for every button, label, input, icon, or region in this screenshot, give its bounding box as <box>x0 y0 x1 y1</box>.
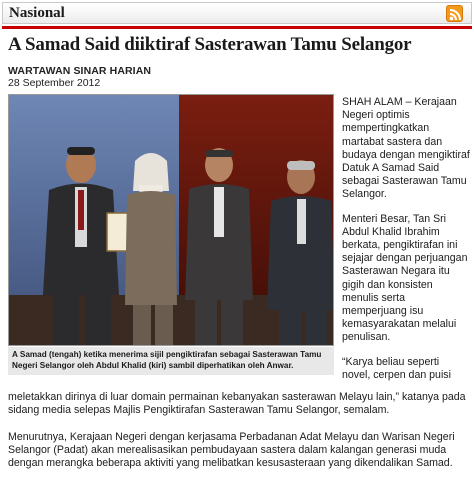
article-paragraph: Menteri Besar, Tan Sri Abdul Khalid Ibrahim berkata, pengiktirafan ini sejajar dengan perjuangan Sasterawan Negara itu gigih dan konsisten menulis serta memperjuang isu kemasyarakatan melalui penulisan. <box>342 212 468 344</box>
article-paragraph: SHAH ALAM – Kerajaan Negeri optimis mempertingkatkan martabat sastera dan budaya dengan mengiktiraf Datuk A Samad Said sebagai Sasterawan Tamu Selangor. <box>342 96 470 201</box>
article-side-column <box>342 96 470 393</box>
section-divider <box>2 26 472 29</box>
rss-feed-icon[interactable] <box>446 5 463 22</box>
article-paragraph: “Karya beliau seperti novel, cerpen dan puisi <box>342 355 451 381</box>
article-headline: A Samad Said diiktiraf Sasterawan Tamu Selangor <box>8 34 412 55</box>
article-paragraph: Menurutnya, Kerajaan Negeri dengan kerjasama Perbadanan Adat Melayu dan Warisan Negeri Selangor (Padat) akan merealisasikan pembudayaan sastera dalam kalangan generasi muda dengan merangka beberapa aktiviti yang melibatkan kesusasteraan yang dikendalikan Samad. <box>8 431 455 470</box>
section-label: Nasional <box>9 5 65 21</box>
photo-caption: A Samad (tengah) ketika menerima sijil pengiktirafan sebagai Sasterawan Tamu Negeri Selangor oleh Abdul Khalid (kiri) sambil diperhatikan oleh Anwar. <box>8 347 334 375</box>
article-date: 28 September 2012 <box>8 77 101 89</box>
article-byline: WARTAWAN SINAR HARIAN <box>8 65 152 77</box>
article-photo <box>8 94 334 346</box>
section-header-bar <box>2 2 472 24</box>
article-paragraph: meletakkan dirinya di luar domain permainan kebanyakan sasterawan Melayu lain,” katanya pada sidang media selepas Majlis Pengiktirafan Sasterawan Tamu Selangor, semalam. <box>8 391 466 417</box>
